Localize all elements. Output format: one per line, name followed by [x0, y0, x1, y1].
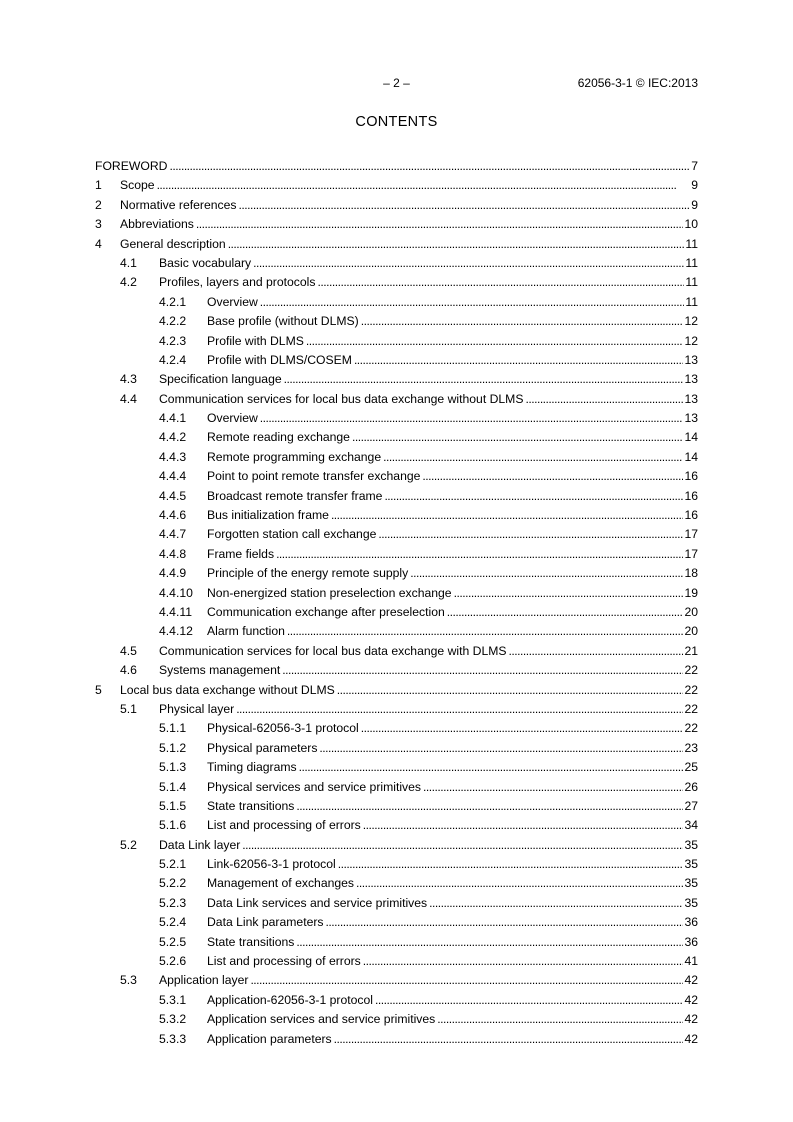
toc-entry[interactable] [95, 855, 698, 874]
page-header [95, 76, 698, 92]
dot-leader [363, 816, 684, 835]
page-title: CONTENTS [355, 114, 438, 130]
toc-entry[interactable] [95, 778, 698, 797]
toc-entry-title: Application-62056-3-1 protocol [207, 992, 373, 1007]
toc-entry-page: 35 [684, 837, 698, 852]
dot-leader [361, 719, 684, 738]
toc-entry-page: 19 [684, 585, 698, 600]
toc-entry-number: 5.2.5 [159, 934, 187, 949]
toc-entry[interactable] [95, 603, 698, 622]
toc-entry-title: Frame fields [207, 546, 275, 561]
toc-entry[interactable] [95, 506, 698, 525]
toc-entry[interactable] [95, 622, 698, 641]
toc-entry-number: 4.4.4 [159, 469, 187, 484]
toc-entry-title: FOREWORD [95, 159, 168, 173]
toc-entry-number: 5.1.4 [159, 779, 187, 794]
toc-entry-title: Application services and service primitives [207, 1012, 436, 1027]
toc-entry-page: 21 [684, 643, 698, 658]
toc-entry[interactable] [95, 700, 698, 719]
toc-entry[interactable] [95, 176, 698, 195]
toc-entry-number: 5.3.3 [159, 1031, 187, 1046]
toc-entry[interactable] [95, 719, 698, 738]
toc-entry-title: Base profile (without DLMS) [207, 314, 359, 329]
toc-entry-number: 5.2 [120, 837, 137, 852]
toc-entry[interactable] [95, 157, 698, 176]
toc-entry-number: 4.4.3 [159, 449, 187, 464]
toc-entry-title: Overview [207, 411, 258, 426]
dot-leader [337, 681, 684, 700]
dot-leader [260, 293, 685, 312]
toc-entry-title: List and processing of errors [207, 818, 361, 833]
toc-entry-page: 41 [684, 954, 698, 969]
toc-entry[interactable] [95, 739, 698, 758]
toc-entry-page: 36 [684, 915, 698, 930]
toc-entry-page: 25 [684, 760, 698, 775]
dot-leader [331, 506, 684, 525]
toc-entry[interactable] [95, 797, 698, 816]
toc-entry-title: Application parameters [207, 1031, 332, 1046]
toc-entry-page: 12 [684, 333, 698, 348]
toc-entry-page: 11 [685, 255, 698, 270]
toc-entry-page: 10 [684, 217, 698, 232]
toc-entry-title: Overview [207, 294, 258, 309]
toc-entry-page: 14 [684, 449, 698, 464]
toc-entry[interactable] [95, 293, 698, 312]
toc-entry-title: Basic vocabulary [159, 255, 252, 270]
toc-entry-title: Forgotten station call exchange [207, 527, 377, 542]
toc-entry-page: 7 [691, 159, 698, 173]
dot-leader [338, 855, 684, 874]
toc-entry[interactable] [95, 661, 698, 680]
toc-entry-page: 42 [684, 973, 698, 988]
toc-entry-title: Broadcast remote transfer frame [207, 488, 383, 503]
toc-entry[interactable] [95, 564, 698, 583]
toc-entry-title: General description [120, 236, 226, 251]
toc-entry-title: State transitions [207, 934, 295, 949]
toc-entry-page: 13 [684, 411, 698, 426]
dot-leader [352, 428, 683, 447]
dot-leader [375, 991, 683, 1010]
dot-leader [363, 952, 684, 971]
toc-entry-number: 4.4.2 [159, 430, 187, 445]
toc-entry[interactable] [95, 312, 698, 331]
toc-entry-title: Specification language [159, 372, 282, 387]
toc-entry[interactable] [95, 971, 698, 990]
dot-leader [196, 215, 684, 234]
toc-entry-page: 17 [684, 527, 698, 542]
dot-leader [509, 642, 684, 661]
dot-leader [356, 874, 683, 893]
toc-entry-title: State transitions [207, 798, 295, 813]
toc-entry[interactable] [95, 448, 698, 467]
toc-entry-page: 22 [684, 721, 698, 736]
toc-entry-title: Non-energized station preselection exchange [207, 585, 452, 600]
toc-entry-title: Remote programming exchange [207, 449, 382, 464]
toc-entry-number: 4.4.7 [159, 527, 187, 542]
toc-entry-title: Profile with DLMS/COSEM [207, 352, 352, 367]
toc-entry-number: 4.4.11 [159, 604, 192, 619]
toc-entry-page: 22 [684, 663, 698, 678]
dot-leader [236, 700, 683, 719]
dot-leader [250, 971, 683, 990]
toc-entry-page: 13 [684, 352, 698, 367]
dot-leader [242, 836, 683, 855]
toc-entry-page: 14 [684, 430, 698, 445]
toc-entry-number: 5.2.3 [159, 895, 187, 910]
dot-leader [454, 584, 684, 603]
dot-leader [253, 254, 684, 273]
toc-entry-title: Profiles, layers and protocols [159, 275, 316, 290]
toc-entry-page: 42 [684, 1031, 698, 1046]
toc-entry-page: 17 [684, 546, 698, 561]
toc-entry-title: Scope [120, 178, 155, 193]
toc-entry-page: 23 [684, 740, 698, 755]
dot-leader [317, 273, 684, 292]
toc-entry-page: 9 [691, 178, 698, 193]
dot-leader [306, 332, 684, 351]
toc-entry[interactable] [95, 836, 698, 855]
toc-entry[interactable] [95, 1010, 698, 1029]
toc-entry[interactable] [95, 273, 698, 292]
dot-leader [525, 390, 683, 409]
toc-entry[interactable] [95, 428, 698, 447]
document-reference: 62056-3-1 © IEC:2013 [577, 76, 698, 90]
toc-entry-number: 5.1 [120, 701, 137, 716]
toc-entry-number: 5.1.2 [159, 740, 187, 755]
toc-entry-number: 4.5 [120, 643, 137, 658]
toc-entry-number: 5.2.2 [159, 876, 187, 891]
toc-entry[interactable] [95, 235, 698, 254]
dot-leader [334, 1030, 684, 1049]
toc-entry-number: 4.2.2 [159, 314, 187, 329]
toc-entry-number: 4.4.1 [159, 411, 187, 426]
dot-leader [437, 1010, 683, 1029]
toc-entry-number: 2 [95, 197, 102, 212]
toc-entry-number: 4.2 [120, 275, 137, 290]
toc-entry-title: Physical services and service primitives [207, 779, 422, 794]
toc-entry[interactable] [95, 196, 698, 215]
toc-entry-number: 5.3.2 [159, 1012, 187, 1027]
toc-entry-title: Data Link services and service primitives [207, 895, 428, 910]
dot-leader [169, 157, 690, 176]
toc-entry-page: 18 [684, 566, 698, 581]
toc-entry-number: 4 [95, 236, 102, 251]
toc-entry-page: 42 [684, 1012, 698, 1027]
toc-entry[interactable] [95, 487, 698, 506]
toc-entry-page: 11 [685, 275, 698, 290]
toc-entry-number: 4.2.3 [159, 333, 187, 348]
toc-entry-number: 4.1 [120, 255, 137, 270]
toc-entry-number: 5.1.1 [159, 721, 187, 736]
toc-entry-title: Communication exchange after preselection [207, 604, 445, 619]
toc-entry-page: 12 [684, 314, 698, 329]
toc-entry-page: 22 [684, 682, 698, 697]
toc-entry[interactable] [95, 642, 698, 661]
toc-entry-number: 5.1.5 [159, 798, 187, 813]
toc-entry-page: 36 [684, 934, 698, 949]
toc-entry-number: 4.2.4 [159, 352, 187, 367]
toc-entry-page: 35 [684, 857, 698, 872]
dot-leader [423, 778, 683, 797]
toc-entry-page: 13 [684, 391, 698, 406]
toc-entry-page: 35 [684, 876, 698, 891]
toc-entry[interactable] [95, 525, 698, 544]
toc-entry-number: 4.4.5 [159, 488, 187, 503]
dot-leader [296, 933, 683, 952]
toc-entry-number: 5.2.1 [159, 857, 187, 872]
toc-entry-number: 4.2.1 [159, 294, 187, 309]
dot-leader [239, 196, 691, 215]
toc-entry-page: 20 [684, 624, 698, 639]
toc-entry[interactable] [95, 874, 698, 893]
dot-leader [361, 312, 684, 331]
page-number: – 2 – [383, 76, 410, 90]
dot-leader [296, 797, 683, 816]
dot-leader [282, 661, 683, 680]
toc-entry-number: 4.4.10 [159, 585, 193, 600]
toc-entry[interactable] [95, 467, 698, 486]
dot-leader [378, 525, 683, 544]
toc-entry-title: Management of exchanges [207, 876, 355, 891]
toc-entry[interactable] [95, 370, 698, 389]
toc-entry-title: Principle of the energy remote supply [207, 566, 409, 581]
toc-entry[interactable] [95, 584, 698, 603]
dot-leader [260, 409, 684, 428]
toc-entry-number: 4.6 [120, 663, 137, 678]
toc-entry-number: 5.1.6 [159, 818, 187, 833]
toc-entry-title: Physical-62056-3-1 protocol [207, 721, 359, 736]
dot-leader [447, 603, 684, 622]
dot-leader [383, 448, 683, 467]
dot-leader [384, 487, 683, 506]
toc-entry-page: 34 [684, 818, 698, 833]
dot-leader [157, 176, 691, 195]
toc-entry[interactable] [95, 952, 698, 971]
toc-entry-number: 4.4.12 [159, 624, 193, 639]
dot-leader [429, 894, 683, 913]
dot-leader [276, 545, 683, 564]
dot-leader [326, 913, 684, 932]
toc-entry-page: 16 [684, 488, 698, 503]
toc-entry[interactable] [95, 1030, 698, 1049]
toc-entry[interactable] [95, 409, 698, 428]
toc-entry-page: 16 [684, 469, 698, 484]
toc-entry[interactable] [95, 254, 698, 273]
dot-leader [284, 370, 684, 389]
toc-entry-number: 5.3.1 [159, 992, 187, 1007]
toc-entry-page: 9 [691, 197, 698, 212]
dot-leader [299, 758, 684, 777]
toc-entry-page: 16 [684, 508, 698, 523]
dot-leader [287, 622, 684, 641]
toc-entry[interactable] [95, 894, 698, 913]
toc-entry-number: 4.4 [120, 391, 137, 406]
toc-entry[interactable] [95, 991, 698, 1010]
toc-entry-page: 11 [685, 236, 698, 251]
toc-entry-title: Communication services for local bus data exchange with DLMS [159, 643, 507, 658]
toc-entry-number: 4.4.8 [159, 546, 187, 561]
toc-entry-title: Remote reading exchange [207, 430, 350, 445]
toc-entry-title: Link-62056-3-1 protocol [207, 857, 336, 872]
toc-entry-page: 35 [684, 895, 698, 910]
toc-entry[interactable] [95, 681, 698, 700]
toc-entry-page: 11 [685, 294, 698, 309]
toc-entry[interactable] [95, 390, 698, 409]
toc-entry-title: Point to point remote transfer exchange [207, 469, 421, 484]
toc-entry-page: 13 [684, 372, 698, 387]
dot-leader [354, 351, 684, 370]
dot-leader [319, 739, 683, 758]
toc-entry-title: Bus initialization frame [207, 508, 329, 523]
toc-entry-number: 5.2.6 [159, 954, 187, 969]
toc-entry-number: 4.4.6 [159, 508, 187, 523]
toc-entry-number: 3 [95, 217, 102, 232]
toc-entry-number: 5.1.3 [159, 760, 187, 775]
toc-entry-title: Data Link layer [159, 837, 241, 852]
toc-entry[interactable] [95, 351, 698, 370]
toc-entry-title: Application layer [159, 973, 249, 988]
toc-entry[interactable] [95, 933, 698, 952]
toc-entry[interactable] [95, 545, 698, 564]
toc-entry-page: 20 [684, 604, 698, 619]
toc-entry-number: 4.3 [120, 372, 137, 387]
toc-entry-title: Local bus data exchange without DLMS [120, 682, 335, 697]
toc-entry-title: Physical layer [159, 701, 235, 716]
dot-leader [228, 235, 685, 254]
toc-entry-title: Systems management [159, 663, 281, 678]
toc-entry-page: 26 [684, 779, 698, 794]
toc-entry[interactable] [95, 913, 698, 932]
toc-entry-page: 42 [684, 992, 698, 1007]
toc-entry-title: List and processing of errors [207, 954, 361, 969]
toc-entry-page: 27 [684, 798, 698, 813]
toc-entry-number: 1 [95, 178, 102, 193]
dot-leader [422, 467, 683, 486]
toc-entry-page: 22 [684, 701, 698, 716]
toc-entry-number: 4.4.9 [159, 566, 187, 581]
toc-entry-title: Alarm function [207, 624, 285, 639]
toc-entry-title: Profile with DLMS [207, 333, 304, 348]
toc-entry[interactable] [95, 332, 698, 351]
toc-entry[interactable] [95, 758, 698, 777]
toc-entry-title: Abbreviations [120, 217, 194, 232]
toc-entry-number: 5.2.4 [159, 915, 187, 930]
toc-entry-title: Timing diagrams [207, 760, 297, 775]
table-of-contents [95, 157, 698, 1049]
toc-entry-title: Communication services for local bus data exchange without DLMS [159, 391, 524, 406]
toc-entry-title: Data Link parameters [207, 915, 324, 930]
toc-entry-number: 5 [95, 682, 102, 697]
toc-entry-number: 5.3 [120, 973, 137, 988]
toc-entry-title: Physical parameters [207, 740, 318, 755]
dot-leader [410, 564, 683, 583]
toc-entry-title: Normative references [120, 197, 237, 212]
toc-entry[interactable] [95, 816, 698, 835]
toc-entry[interactable] [95, 215, 698, 234]
